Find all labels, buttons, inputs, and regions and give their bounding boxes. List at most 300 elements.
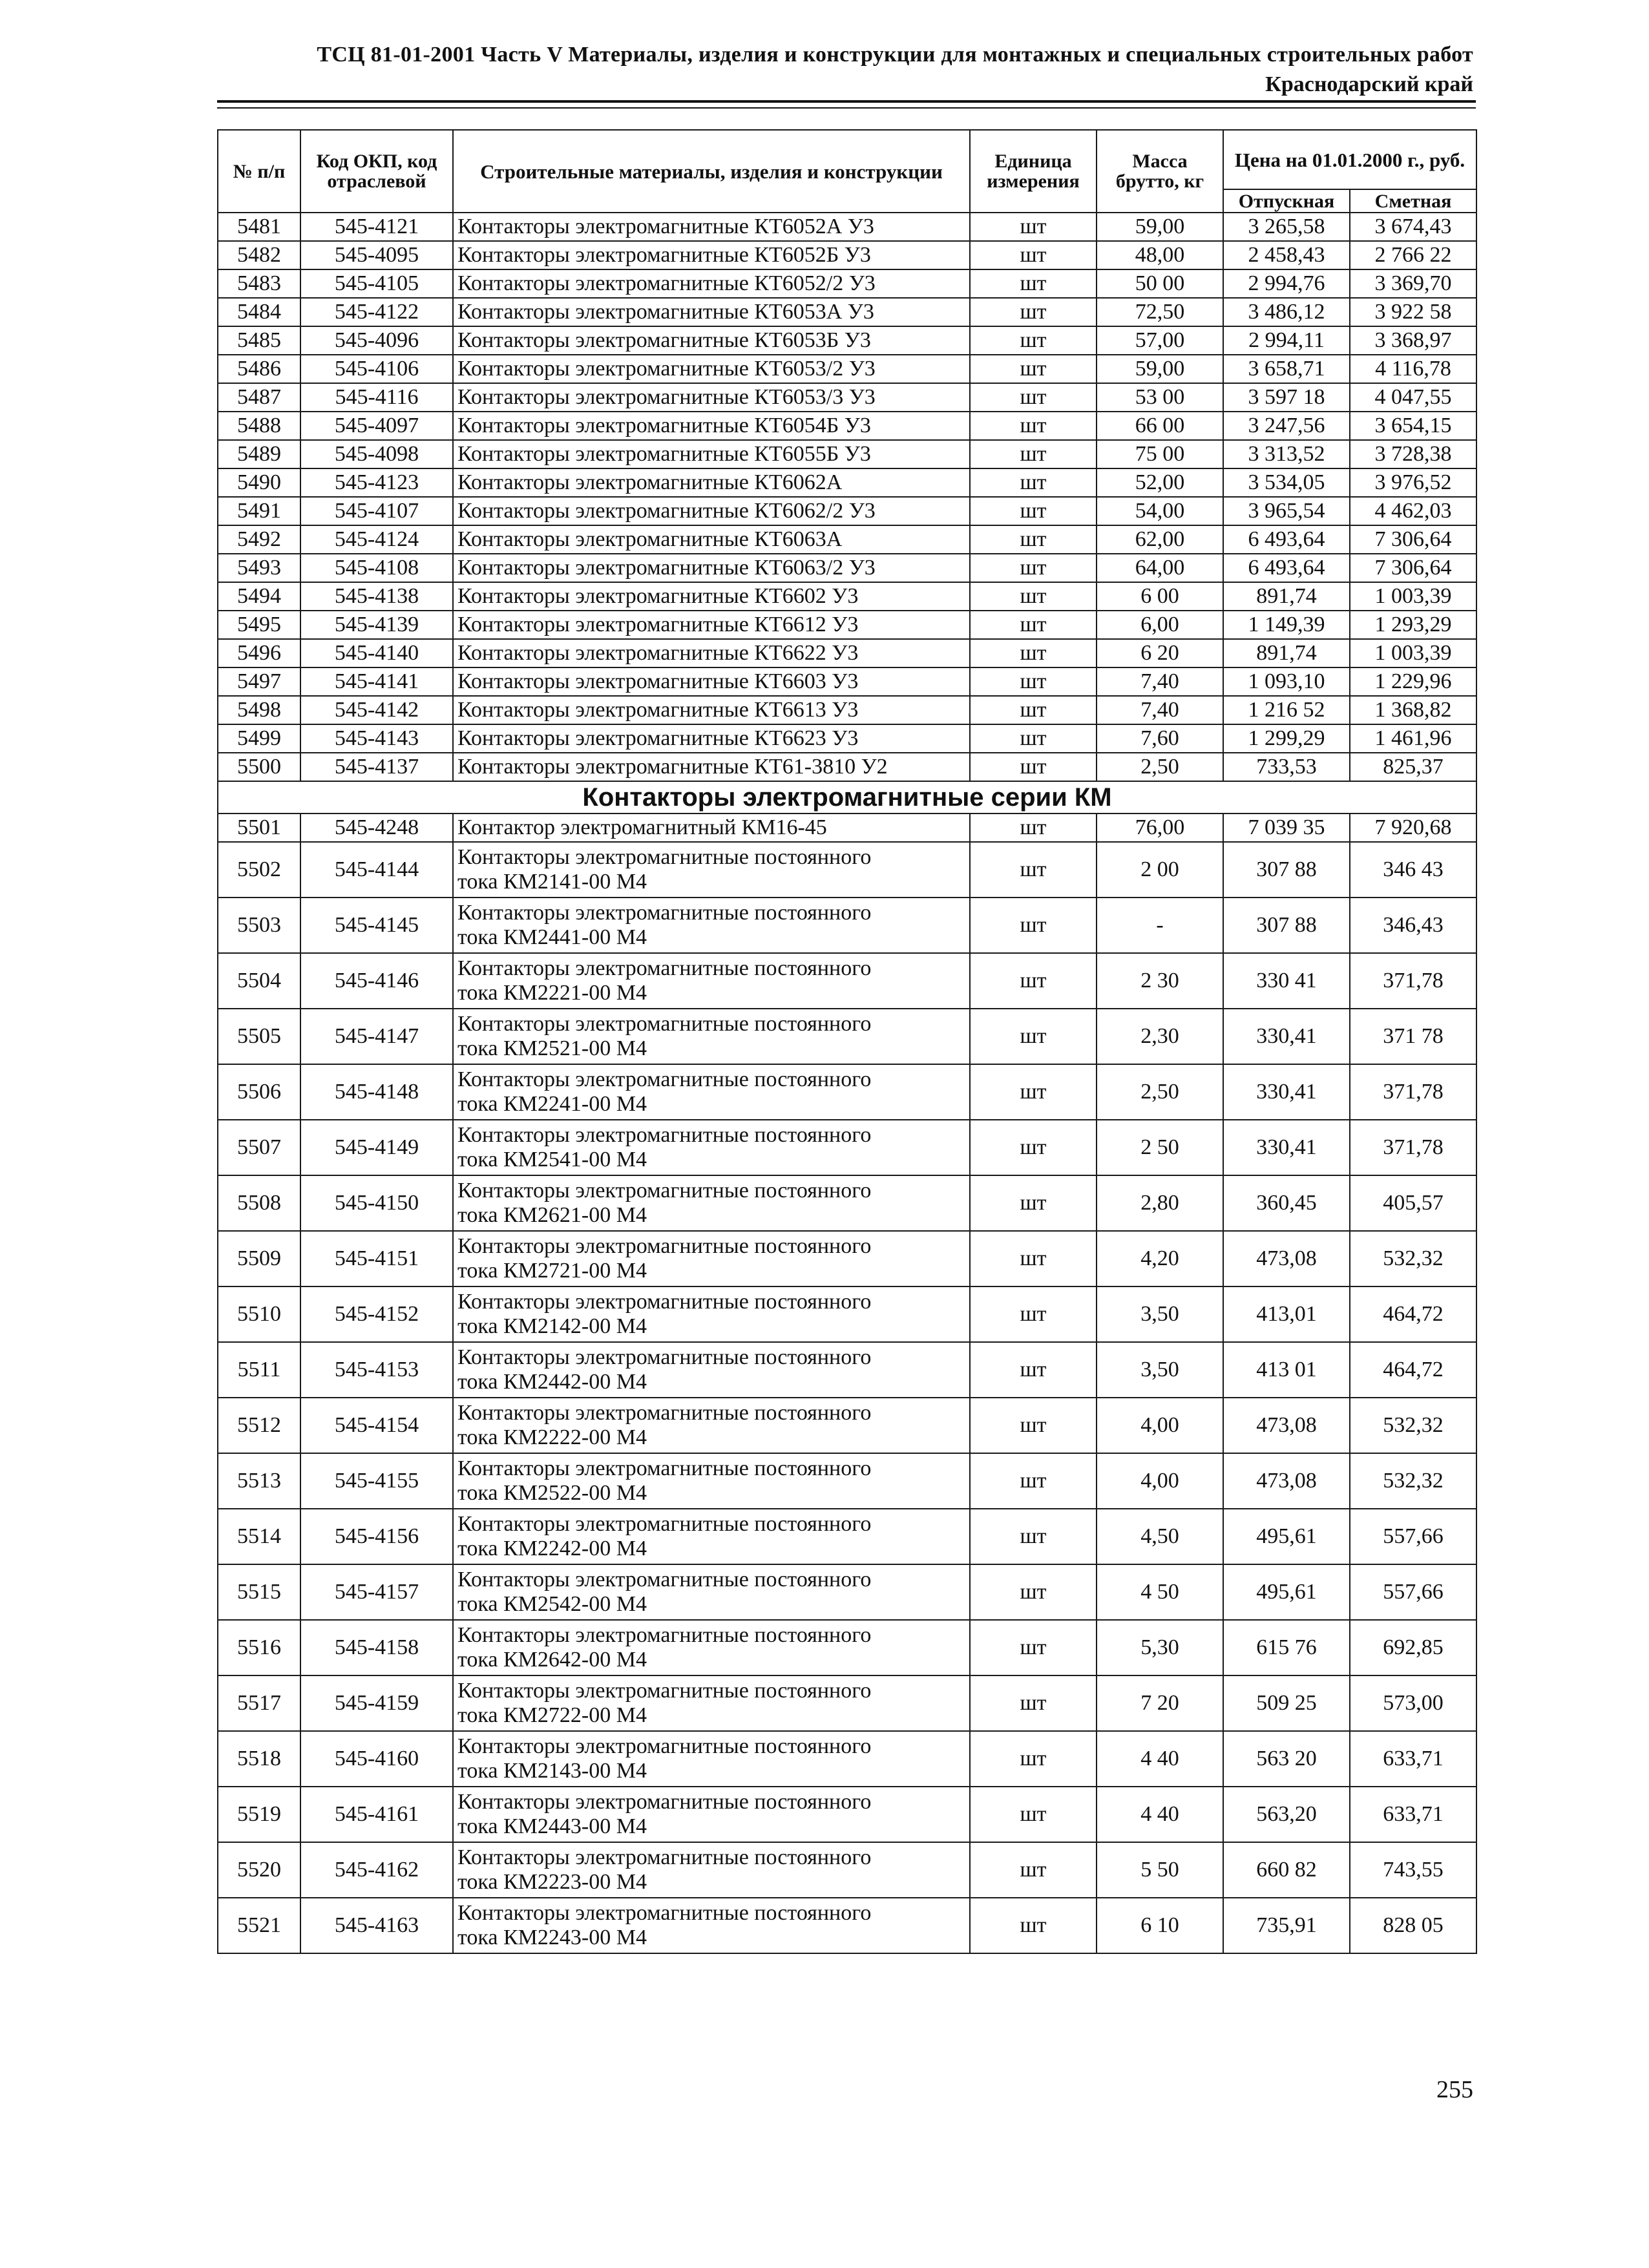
- cell-mass: 4,50: [1097, 1509, 1223, 1564]
- cell-num: 5511: [218, 1342, 300, 1398]
- cell-num: 5512: [218, 1398, 300, 1453]
- cell-mass: 2,50: [1097, 753, 1223, 781]
- cell-wholesale: 563 20: [1223, 1731, 1350, 1787]
- cell-name: Контакторы электромагнитные КТ6052Б У3: [453, 241, 970, 269]
- cell-mass: 4,20: [1097, 1231, 1223, 1286]
- cell-wholesale: 413 01: [1223, 1342, 1350, 1398]
- cell-code: 545-4161: [300, 1787, 453, 1842]
- cell-num: 5514: [218, 1509, 300, 1564]
- cell-name: Контакторы электромагнитные КТ6622 У3: [453, 639, 970, 667]
- cell-unit: шт: [970, 639, 1097, 667]
- cell-num: 5497: [218, 667, 300, 696]
- cell-unit: шт: [970, 842, 1097, 898]
- cell-wholesale: 2 994,11: [1223, 326, 1350, 355]
- cell-num: 5501: [218, 814, 300, 842]
- cell-num: 5489: [218, 440, 300, 468]
- cell-estimate: 3 369,70: [1350, 269, 1476, 298]
- table-row: [218, 639, 1476, 667]
- cell-wholesale: 307 88: [1223, 842, 1350, 898]
- cell-name: Контакторы электромагнитные КТ6053Б У3: [453, 326, 970, 355]
- table-section-km: [218, 781, 1476, 842]
- table-row: [218, 269, 1476, 298]
- cell-code: 545-4248: [300, 814, 453, 842]
- cell-unit: шт: [970, 1675, 1097, 1731]
- cell-name: Контакторы электромагнитные КТ6623 У3: [453, 724, 970, 753]
- cell-code: 545-4123: [300, 468, 453, 497]
- cell-num: 5513: [218, 1453, 300, 1509]
- cell-name-line2: тока КМ2443-00 М4: [457, 1814, 647, 1838]
- cell-unit: шт: [970, 611, 1097, 639]
- cell-wholesale: 307 88: [1223, 898, 1350, 953]
- cell-name-line1: Контакторы электромагнитные постоянного: [457, 1345, 872, 1369]
- cell-unit: шт: [970, 241, 1097, 269]
- cell-wholesale: 891,74: [1223, 582, 1350, 611]
- cell-code: 545-4149: [300, 1120, 453, 1175]
- cell-estimate: 532,32: [1350, 1231, 1476, 1286]
- running-header-title: ТСЦ 81-01-2001 Часть V Материалы, изделия и конструкции для монтажных и специальных строительных работ: [317, 43, 1473, 67]
- cell-name: Контакторы электромагнитные КТ6063А: [453, 525, 970, 554]
- cell-estimate: 3 654,15: [1350, 412, 1476, 440]
- cell-num: 5482: [218, 241, 300, 269]
- section-title: Контакторы электромагнитные серии КМ: [218, 781, 1476, 814]
- table-row: [218, 525, 1476, 554]
- cell-code: 545-4137: [300, 753, 453, 781]
- cell-num: 5508: [218, 1175, 300, 1231]
- table-row: [218, 753, 1476, 781]
- cell-code: 545-4159: [300, 1675, 453, 1731]
- cell-num: 5484: [218, 298, 300, 326]
- cell-wholesale: 3 534,05: [1223, 468, 1350, 497]
- cell-name-line2: тока КМ2241-00 М4: [457, 1092, 647, 1116]
- cell-code: 545-4148: [300, 1064, 453, 1120]
- cell-estimate: 825,37: [1350, 753, 1476, 781]
- table-row: [218, 241, 1476, 269]
- cell-estimate: 4 116,78: [1350, 355, 1476, 383]
- cell-unit: шт: [970, 1064, 1097, 1120]
- cell-estimate: 371 78: [1350, 1009, 1476, 1064]
- price-table: [217, 129, 1477, 1954]
- cell-name: [453, 842, 970, 898]
- cell-unit: шт: [970, 667, 1097, 696]
- table-row: [218, 724, 1476, 753]
- table-row: [218, 1009, 1476, 1064]
- cell-code: 545-4153: [300, 1342, 453, 1398]
- cell-mass: 4 40: [1097, 1787, 1223, 1842]
- cell-name: [453, 1342, 970, 1398]
- cell-mass: 3,50: [1097, 1342, 1223, 1398]
- cell-name: [453, 1064, 970, 1120]
- table-row: [218, 1731, 1476, 1787]
- cell-unit: шт: [970, 1286, 1097, 1342]
- cell-name: [453, 1286, 970, 1342]
- cell-code: 545-4106: [300, 355, 453, 383]
- table-row: [218, 611, 1476, 639]
- cell-code: 545-4155: [300, 1453, 453, 1509]
- cell-name: [453, 1731, 970, 1787]
- table-row: [218, 1564, 1476, 1620]
- cell-estimate: 557,66: [1350, 1564, 1476, 1620]
- cell-num: 5505: [218, 1009, 300, 1064]
- cell-num: 5506: [218, 1064, 300, 1120]
- table-row: [218, 440, 1476, 468]
- table-row: [218, 326, 1476, 355]
- cell-code: 545-4098: [300, 440, 453, 468]
- cell-code: 545-4107: [300, 497, 453, 525]
- cell-unit: шт: [970, 298, 1097, 326]
- cell-unit: шт: [970, 497, 1097, 525]
- cell-unit: шт: [970, 1175, 1097, 1231]
- cell-unit: шт: [970, 1731, 1097, 1787]
- cell-name-line1: Контакторы электромагнитные постоянного: [457, 956, 872, 980]
- cell-wholesale: 473,08: [1223, 1398, 1350, 1453]
- table-row: [218, 1175, 1476, 1231]
- cell-name-line1: Контакторы электромагнитные постоянного: [457, 1123, 872, 1147]
- table-row: [218, 412, 1476, 440]
- cell-mass: 6 10: [1097, 1898, 1223, 1953]
- cell-name-line2: тока КМ2441-00 М4: [457, 925, 647, 949]
- cell-name: [453, 1842, 970, 1898]
- cell-mass: 64,00: [1097, 554, 1223, 582]
- cell-unit: шт: [970, 898, 1097, 953]
- table-body-kt: [218, 213, 1476, 781]
- cell-unit: шт: [970, 1620, 1097, 1675]
- cell-wholesale: 6 493,64: [1223, 554, 1350, 582]
- cell-name-line1: Контакторы электромагнитные постоянного: [457, 1067, 872, 1091]
- table-row: [218, 213, 1476, 241]
- cell-name-line1: Контакторы электромагнитные постоянного: [457, 1568, 872, 1591]
- cell-estimate: 828 05: [1350, 1898, 1476, 1953]
- cell-num: 5491: [218, 497, 300, 525]
- cell-name-line2: тока КМ2642-00 М4: [457, 1648, 647, 1672]
- cell-name: [453, 1675, 970, 1731]
- cell-estimate: 1 293,29: [1350, 611, 1476, 639]
- cell-name: [453, 1398, 970, 1453]
- cell-unit: шт: [970, 1509, 1097, 1564]
- cell-wholesale: 2 994,76: [1223, 269, 1350, 298]
- cell-name-line2: тока КМ2222-00 М4: [457, 1425, 647, 1449]
- page-number: 255: [1436, 2076, 1473, 2103]
- cell-num: 5498: [218, 696, 300, 724]
- cell-wholesale: 1 216 52: [1223, 696, 1350, 724]
- cell-mass: 59,00: [1097, 213, 1223, 241]
- table-row: [218, 1509, 1476, 1564]
- cell-name-line2: тока КМ2143-00 М4: [457, 1759, 647, 1783]
- cell-num: 5488: [218, 412, 300, 440]
- cell-wholesale: 563,20: [1223, 1787, 1350, 1842]
- cell-unit: шт: [970, 1898, 1097, 1953]
- cell-mass: 59,00: [1097, 355, 1223, 383]
- cell-wholesale: 330,41: [1223, 1009, 1350, 1064]
- cell-name: [453, 1898, 970, 1953]
- table-row: [218, 667, 1476, 696]
- table-row: [218, 383, 1476, 412]
- cell-estimate: 3 728,38: [1350, 440, 1476, 468]
- cell-name-line1: Контакторы электромагнитные постоянного: [457, 1790, 872, 1814]
- table-row: [218, 953, 1476, 1009]
- cell-code: 545-4108: [300, 554, 453, 582]
- cell-wholesale: 891,74: [1223, 639, 1350, 667]
- cell-wholesale: 3 965,54: [1223, 497, 1350, 525]
- cell-estimate: 633,71: [1350, 1787, 1476, 1842]
- header-rule-thin: [217, 107, 1476, 109]
- cell-name-line2: тока КМ2442-00 М4: [457, 1370, 647, 1394]
- table-row: [218, 898, 1476, 953]
- cell-wholesale: 660 82: [1223, 1842, 1350, 1898]
- cell-code: 545-4095: [300, 241, 453, 269]
- table-row: [218, 1620, 1476, 1675]
- cell-mass: 4,00: [1097, 1453, 1223, 1509]
- cell-name: [453, 1620, 970, 1675]
- cell-num: 5492: [218, 525, 300, 554]
- cell-name-line1: Контакторы электромагнитные постоянного: [457, 1901, 872, 1925]
- cell-code: 545-4143: [300, 724, 453, 753]
- cell-unit: шт: [970, 814, 1097, 842]
- cell-wholesale: 3 486,12: [1223, 298, 1350, 326]
- cell-unit: шт: [970, 1009, 1097, 1064]
- cell-num: 5495: [218, 611, 300, 639]
- cell-code: 545-4139: [300, 611, 453, 639]
- cell-unit: шт: [970, 1231, 1097, 1286]
- cell-unit: шт: [970, 696, 1097, 724]
- cell-name-line2: тока КМ2522-00 М4: [457, 1481, 647, 1505]
- table-row: [218, 1787, 1476, 1842]
- cell-estimate: 4 462,03: [1350, 497, 1476, 525]
- cell-code: 545-4121: [300, 213, 453, 241]
- cell-name: [453, 1175, 970, 1231]
- cell-mass: 4 40: [1097, 1731, 1223, 1787]
- table-row: [218, 1453, 1476, 1509]
- cell-code: 545-4162: [300, 1842, 453, 1898]
- cell-estimate: 464,72: [1350, 1286, 1476, 1342]
- cell-name-line2: тока КМ2722-00 М4: [457, 1703, 647, 1727]
- col-header-price: Цена на 01.01.2000 г., руб.: [1223, 130, 1476, 189]
- cell-code: 545-4152: [300, 1286, 453, 1342]
- cell-estimate: 743,55: [1350, 1842, 1476, 1898]
- cell-mass: 66 00: [1097, 412, 1223, 440]
- cell-num: 5503: [218, 898, 300, 953]
- cell-name-line2: тока КМ2621-00 М4: [457, 1203, 647, 1227]
- cell-mass: 7 20: [1097, 1675, 1223, 1731]
- table-row: [218, 1898, 1476, 1953]
- cell-unit: шт: [970, 525, 1097, 554]
- cell-unit: шт: [970, 1453, 1097, 1509]
- cell-name-line1: Контакторы электромагнитные постоянного: [457, 1234, 872, 1258]
- cell-code: 545-4116: [300, 383, 453, 412]
- cell-name: Контакторы электромагнитные КТ6613 У3: [453, 696, 970, 724]
- cell-estimate: 3 976,52: [1350, 468, 1476, 497]
- cell-wholesale: 2 458,43: [1223, 241, 1350, 269]
- cell-estimate: 1 003,39: [1350, 582, 1476, 611]
- cell-code: 545-4163: [300, 1898, 453, 1953]
- cell-wholesale: 1 093,10: [1223, 667, 1350, 696]
- cell-wholesale: 615 76: [1223, 1620, 1350, 1675]
- cell-estimate: 7 306,64: [1350, 525, 1476, 554]
- cell-code: 545-4140: [300, 639, 453, 667]
- cell-num: 5509: [218, 1231, 300, 1286]
- cell-name: [453, 953, 970, 1009]
- cell-wholesale: 7 039 35: [1223, 814, 1350, 842]
- cell-wholesale: 1 149,39: [1223, 611, 1350, 639]
- cell-mass: 4 50: [1097, 1564, 1223, 1620]
- col-header-unit: Единица измерения: [970, 130, 1097, 213]
- cell-num: 5507: [218, 1120, 300, 1175]
- cell-mass: 6,00: [1097, 611, 1223, 639]
- cell-num: 5493: [218, 554, 300, 582]
- cell-num: 5517: [218, 1675, 300, 1731]
- cell-unit: шт: [970, 753, 1097, 781]
- cell-wholesale: 330 41: [1223, 953, 1350, 1009]
- table-row: [218, 842, 1476, 898]
- cell-estimate: 633,71: [1350, 1731, 1476, 1787]
- cell-name: [453, 898, 970, 953]
- cell-code: 545-4124: [300, 525, 453, 554]
- cell-name: Контакторы электромагнитные КТ6602 У3: [453, 582, 970, 611]
- cell-name: Контакторы электромагнитные КТ61-3810 У2: [453, 753, 970, 781]
- cell-num: 5502: [218, 842, 300, 898]
- cell-num: 5496: [218, 639, 300, 667]
- cell-name-line2: тока КМ2721-00 М4: [457, 1259, 647, 1283]
- table-row: [218, 696, 1476, 724]
- cell-estimate: 3 368,97: [1350, 326, 1476, 355]
- cell-name-line2: тока КМ2541-00 М4: [457, 1148, 647, 1171]
- cell-unit: шт: [970, 1120, 1097, 1175]
- cell-num: 5521: [218, 1898, 300, 1953]
- cell-name: [453, 1231, 970, 1286]
- cell-num: 5499: [218, 724, 300, 753]
- cell-name-line2: тока КМ2142-00 М4: [457, 1314, 647, 1338]
- cell-name: Контакторы электромагнитные КТ6052А У3: [453, 213, 970, 241]
- table-row: [218, 1675, 1476, 1731]
- cell-code: 545-4156: [300, 1509, 453, 1564]
- cell-mass: 57,00: [1097, 326, 1223, 355]
- table-row: [218, 1342, 1476, 1398]
- col-header-okp: Код ОКП, код отраслевой: [300, 130, 453, 213]
- cell-estimate: 532,32: [1350, 1398, 1476, 1453]
- cell-wholesale: 3 247,56: [1223, 412, 1350, 440]
- cell-num: 5481: [218, 213, 300, 241]
- cell-name: Контакторы электромагнитные КТ6055Б У3: [453, 440, 970, 468]
- cell-mass: 2,30: [1097, 1009, 1223, 1064]
- cell-name-line1: Контакторы электромагнитные постоянного: [457, 901, 872, 925]
- cell-num: 5510: [218, 1286, 300, 1342]
- cell-name-line2: тока КМ2243-00 М4: [457, 1926, 647, 1949]
- cell-code: 545-4097: [300, 412, 453, 440]
- cell-unit: шт: [970, 468, 1097, 497]
- cell-name-line1: Контакторы электромагнитные постоянного: [457, 1623, 872, 1647]
- col-header-name: Строительные материалы, изделия и конструкции: [453, 130, 970, 213]
- cell-wholesale: 473,08: [1223, 1453, 1350, 1509]
- col-header-num: № п/п: [218, 130, 300, 213]
- cell-code: 545-4122: [300, 298, 453, 326]
- cell-estimate: 346,43: [1350, 898, 1476, 953]
- cell-num: 5494: [218, 582, 300, 611]
- cell-estimate: 1 461,96: [1350, 724, 1476, 753]
- cell-name-line2: тока КМ2521-00 М4: [457, 1036, 647, 1060]
- cell-mass: 50 00: [1097, 269, 1223, 298]
- cell-mass: 2,50: [1097, 1064, 1223, 1120]
- cell-wholesale: 473,08: [1223, 1231, 1350, 1286]
- table-row: [218, 582, 1476, 611]
- cell-name: [453, 1564, 970, 1620]
- cell-unit: шт: [970, 582, 1097, 611]
- cell-estimate: 573,00: [1350, 1675, 1476, 1731]
- cell-code: 545-4154: [300, 1398, 453, 1453]
- cell-num: 5515: [218, 1564, 300, 1620]
- cell-mass: 52,00: [1097, 468, 1223, 497]
- cell-wholesale: 3 265,58: [1223, 213, 1350, 241]
- cell-code: 545-4141: [300, 667, 453, 696]
- cell-unit: шт: [970, 440, 1097, 468]
- cell-unit: шт: [970, 724, 1097, 753]
- cell-mass: 2,80: [1097, 1175, 1223, 1231]
- cell-mass: 76,00: [1097, 814, 1223, 842]
- cell-unit: шт: [970, 1398, 1097, 1453]
- table-row: [218, 554, 1476, 582]
- cell-unit: шт: [970, 269, 1097, 298]
- cell-code: 545-4138: [300, 582, 453, 611]
- cell-estimate: 1 003,39: [1350, 639, 1476, 667]
- cell-estimate: 7 306,64: [1350, 554, 1476, 582]
- cell-mass: 7,40: [1097, 696, 1223, 724]
- cell-estimate: 532,32: [1350, 1453, 1476, 1509]
- cell-estimate: 405,57: [1350, 1175, 1476, 1231]
- cell-num: 5519: [218, 1787, 300, 1842]
- cell-mass: 53 00: [1097, 383, 1223, 412]
- cell-code: 545-4158: [300, 1620, 453, 1675]
- cell-num: 5485: [218, 326, 300, 355]
- cell-wholesale: 735,91: [1223, 1898, 1350, 1953]
- cell-mass: 7,40: [1097, 667, 1223, 696]
- cell-num: 5520: [218, 1842, 300, 1898]
- cell-mass: 62,00: [1097, 525, 1223, 554]
- cell-estimate: 371,78: [1350, 1064, 1476, 1120]
- cell-name-line2: тока КМ2542-00 М4: [457, 1592, 647, 1616]
- cell-name: Контакторы электромагнитные КТ6052/2 У3: [453, 269, 970, 298]
- cell-name-line1: Контакторы электромагнитные постоянного: [457, 1845, 872, 1869]
- cell-unit: шт: [970, 1842, 1097, 1898]
- cell-wholesale: 6 493,64: [1223, 525, 1350, 554]
- header-rule-thick: [217, 100, 1476, 103]
- cell-mass: 2 30: [1097, 953, 1223, 1009]
- table-row: [218, 1064, 1476, 1120]
- col-header-estimate: Сметная: [1350, 189, 1476, 213]
- cell-name: [453, 1787, 970, 1842]
- cell-name-line1: Контакторы электромагнитные постоянного: [457, 1456, 872, 1480]
- cell-code: 545-4096: [300, 326, 453, 355]
- cell-name-line2: тока КМ2141-00 М4: [457, 870, 647, 894]
- cell-estimate: 7 920,68: [1350, 814, 1476, 842]
- cell-mass: -: [1097, 898, 1223, 953]
- cell-mass: 2 50: [1097, 1120, 1223, 1175]
- cell-mass: 7,60: [1097, 724, 1223, 753]
- cell-num: 5490: [218, 468, 300, 497]
- cell-name: Контакторы электромагнитные КТ6603 У3: [453, 667, 970, 696]
- cell-name: Контакторы электромагнитные КТ6054Б У3: [453, 412, 970, 440]
- cell-name-line1: Контакторы электромагнитные постоянного: [457, 1012, 872, 1036]
- cell-name-line2: тока КМ2242-00 М4: [457, 1537, 647, 1560]
- table-row: [218, 1398, 1476, 1453]
- cell-mass: 5 50: [1097, 1842, 1223, 1898]
- cell-unit: шт: [970, 355, 1097, 383]
- table-row: [218, 1286, 1476, 1342]
- table-row: [218, 1231, 1476, 1286]
- cell-code: 545-4142: [300, 696, 453, 724]
- cell-code: 545-4160: [300, 1731, 453, 1787]
- cell-name: [453, 1120, 970, 1175]
- cell-unit: шт: [970, 326, 1097, 355]
- col-header-wholesale: Отпускная: [1223, 189, 1350, 213]
- cell-num: 5516: [218, 1620, 300, 1675]
